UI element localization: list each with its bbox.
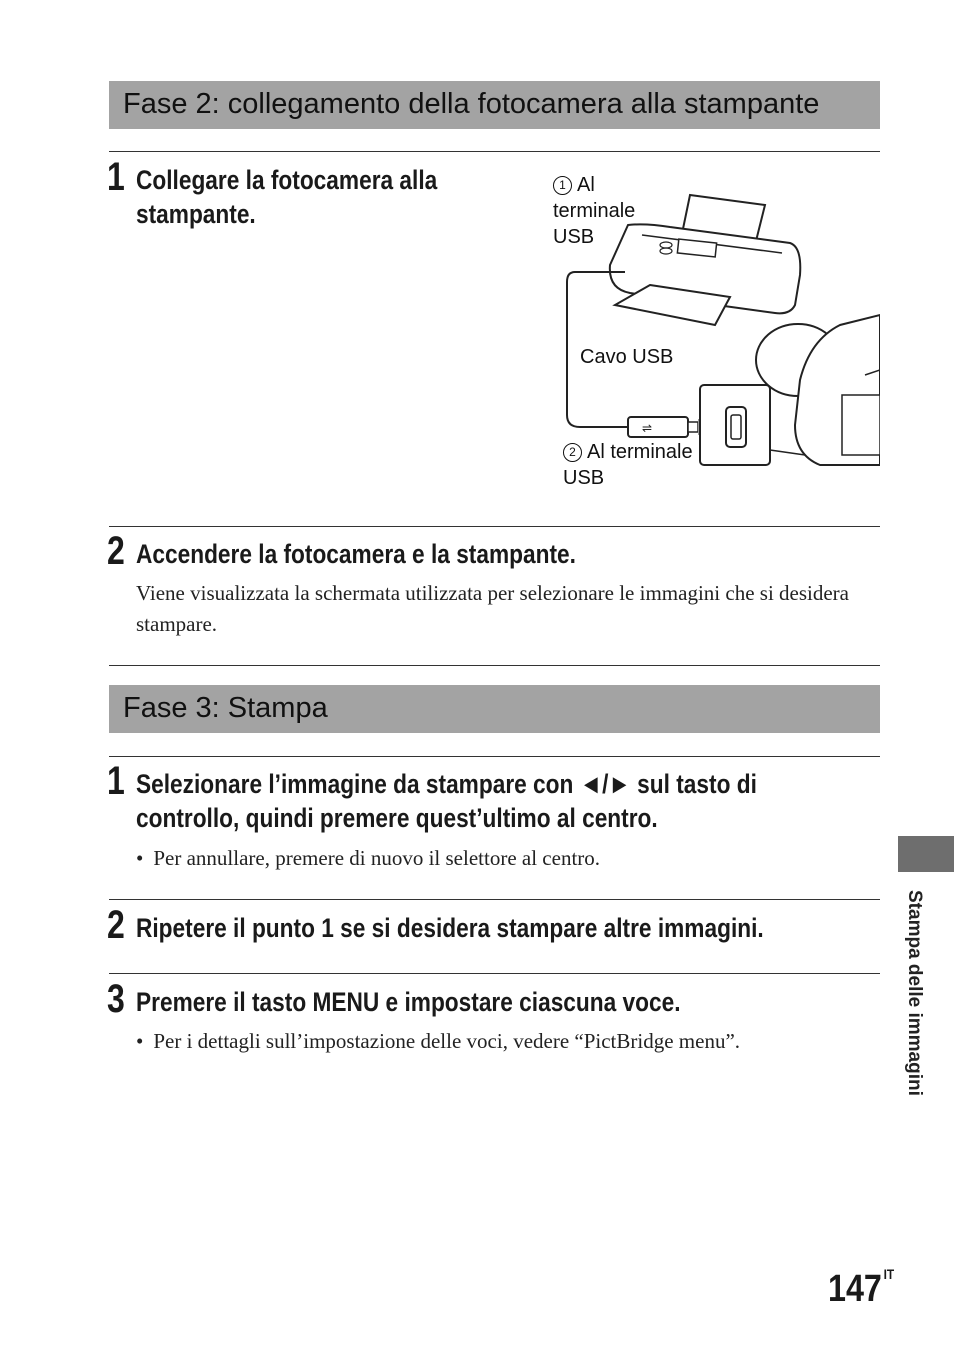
svg-text:⇌: ⇌ xyxy=(642,421,653,435)
callout-usb-terminal-printer xyxy=(553,172,635,250)
divider xyxy=(109,526,880,527)
callout-text: terminale xyxy=(553,200,636,222)
step-description: Viene visualizzata la schermata utilizzata per selezionare le immagini che si desidera stampare. xyxy=(136,581,849,636)
step-number: 2 xyxy=(107,529,125,573)
step-heading: Ripetere il punto 1 se si desidera stampare altre immagini. xyxy=(136,913,764,943)
step-heading: Premere il tasto MENU e impostare ciascuna voce. xyxy=(136,987,681,1017)
divider xyxy=(109,151,880,152)
callout-usb-terminal-camera xyxy=(563,439,693,491)
phase3-title xyxy=(109,685,880,733)
step-heading-line: controllo, quindi premere quest’ultimo al centro. xyxy=(136,803,658,833)
phase2-title-text: Fase 2: collegamento della fotocamera alla stampante xyxy=(123,88,820,120)
bullet-icon: • xyxy=(136,846,144,870)
bullet-text: Per i dettagli sull’impostazione delle voci, vedere “PictBridge menu”. xyxy=(153,1029,741,1053)
list-item xyxy=(136,1027,740,1055)
step-heading-line: Selezionare l’immagine da stampare con ◄/► sul tasto di xyxy=(136,769,757,799)
page-number xyxy=(828,1266,894,1311)
callout-text: Al xyxy=(577,174,595,196)
callout-number: 2 xyxy=(563,443,582,462)
page-number-value: 147 xyxy=(828,1268,882,1310)
divider xyxy=(109,665,880,666)
divider xyxy=(109,973,880,974)
callout-text: USB xyxy=(553,226,595,248)
divider xyxy=(109,899,880,900)
usb-plug-icon xyxy=(628,417,688,437)
step-number: 3 xyxy=(107,977,125,1021)
page-language-suffix: IT xyxy=(883,1266,895,1282)
usb-port-icon xyxy=(726,407,746,447)
usb-connection-diagram xyxy=(550,165,880,495)
callout-text: USB xyxy=(563,467,605,489)
phase3-title-text: Fase 3: Stampa xyxy=(123,692,328,724)
callout-number: 1 xyxy=(553,176,572,195)
step-number: 1 xyxy=(107,759,125,803)
step-number: 2 xyxy=(107,903,125,947)
callout-text: Al terminale xyxy=(587,441,693,463)
step-number: 1 xyxy=(107,155,125,199)
step-heading xyxy=(136,767,757,835)
bullet-text: Per annullare, premere di nuovo il selettore al centro. xyxy=(153,846,601,870)
cable-label: Cavo USB xyxy=(580,346,674,368)
phase2-title xyxy=(109,81,880,129)
step-heading-line: stampante. xyxy=(136,199,256,229)
divider xyxy=(109,756,880,757)
step-heading: Accendere la fotocamera e la stampante. xyxy=(136,539,576,569)
section-side-label: Stampa delle immagini xyxy=(904,890,925,1096)
step-heading xyxy=(136,163,437,231)
bullet-icon: • xyxy=(136,1029,144,1053)
list-item xyxy=(136,844,600,872)
step-heading-line: Collegare la fotocamera alla xyxy=(136,165,438,195)
section-tab-marker xyxy=(898,836,954,872)
